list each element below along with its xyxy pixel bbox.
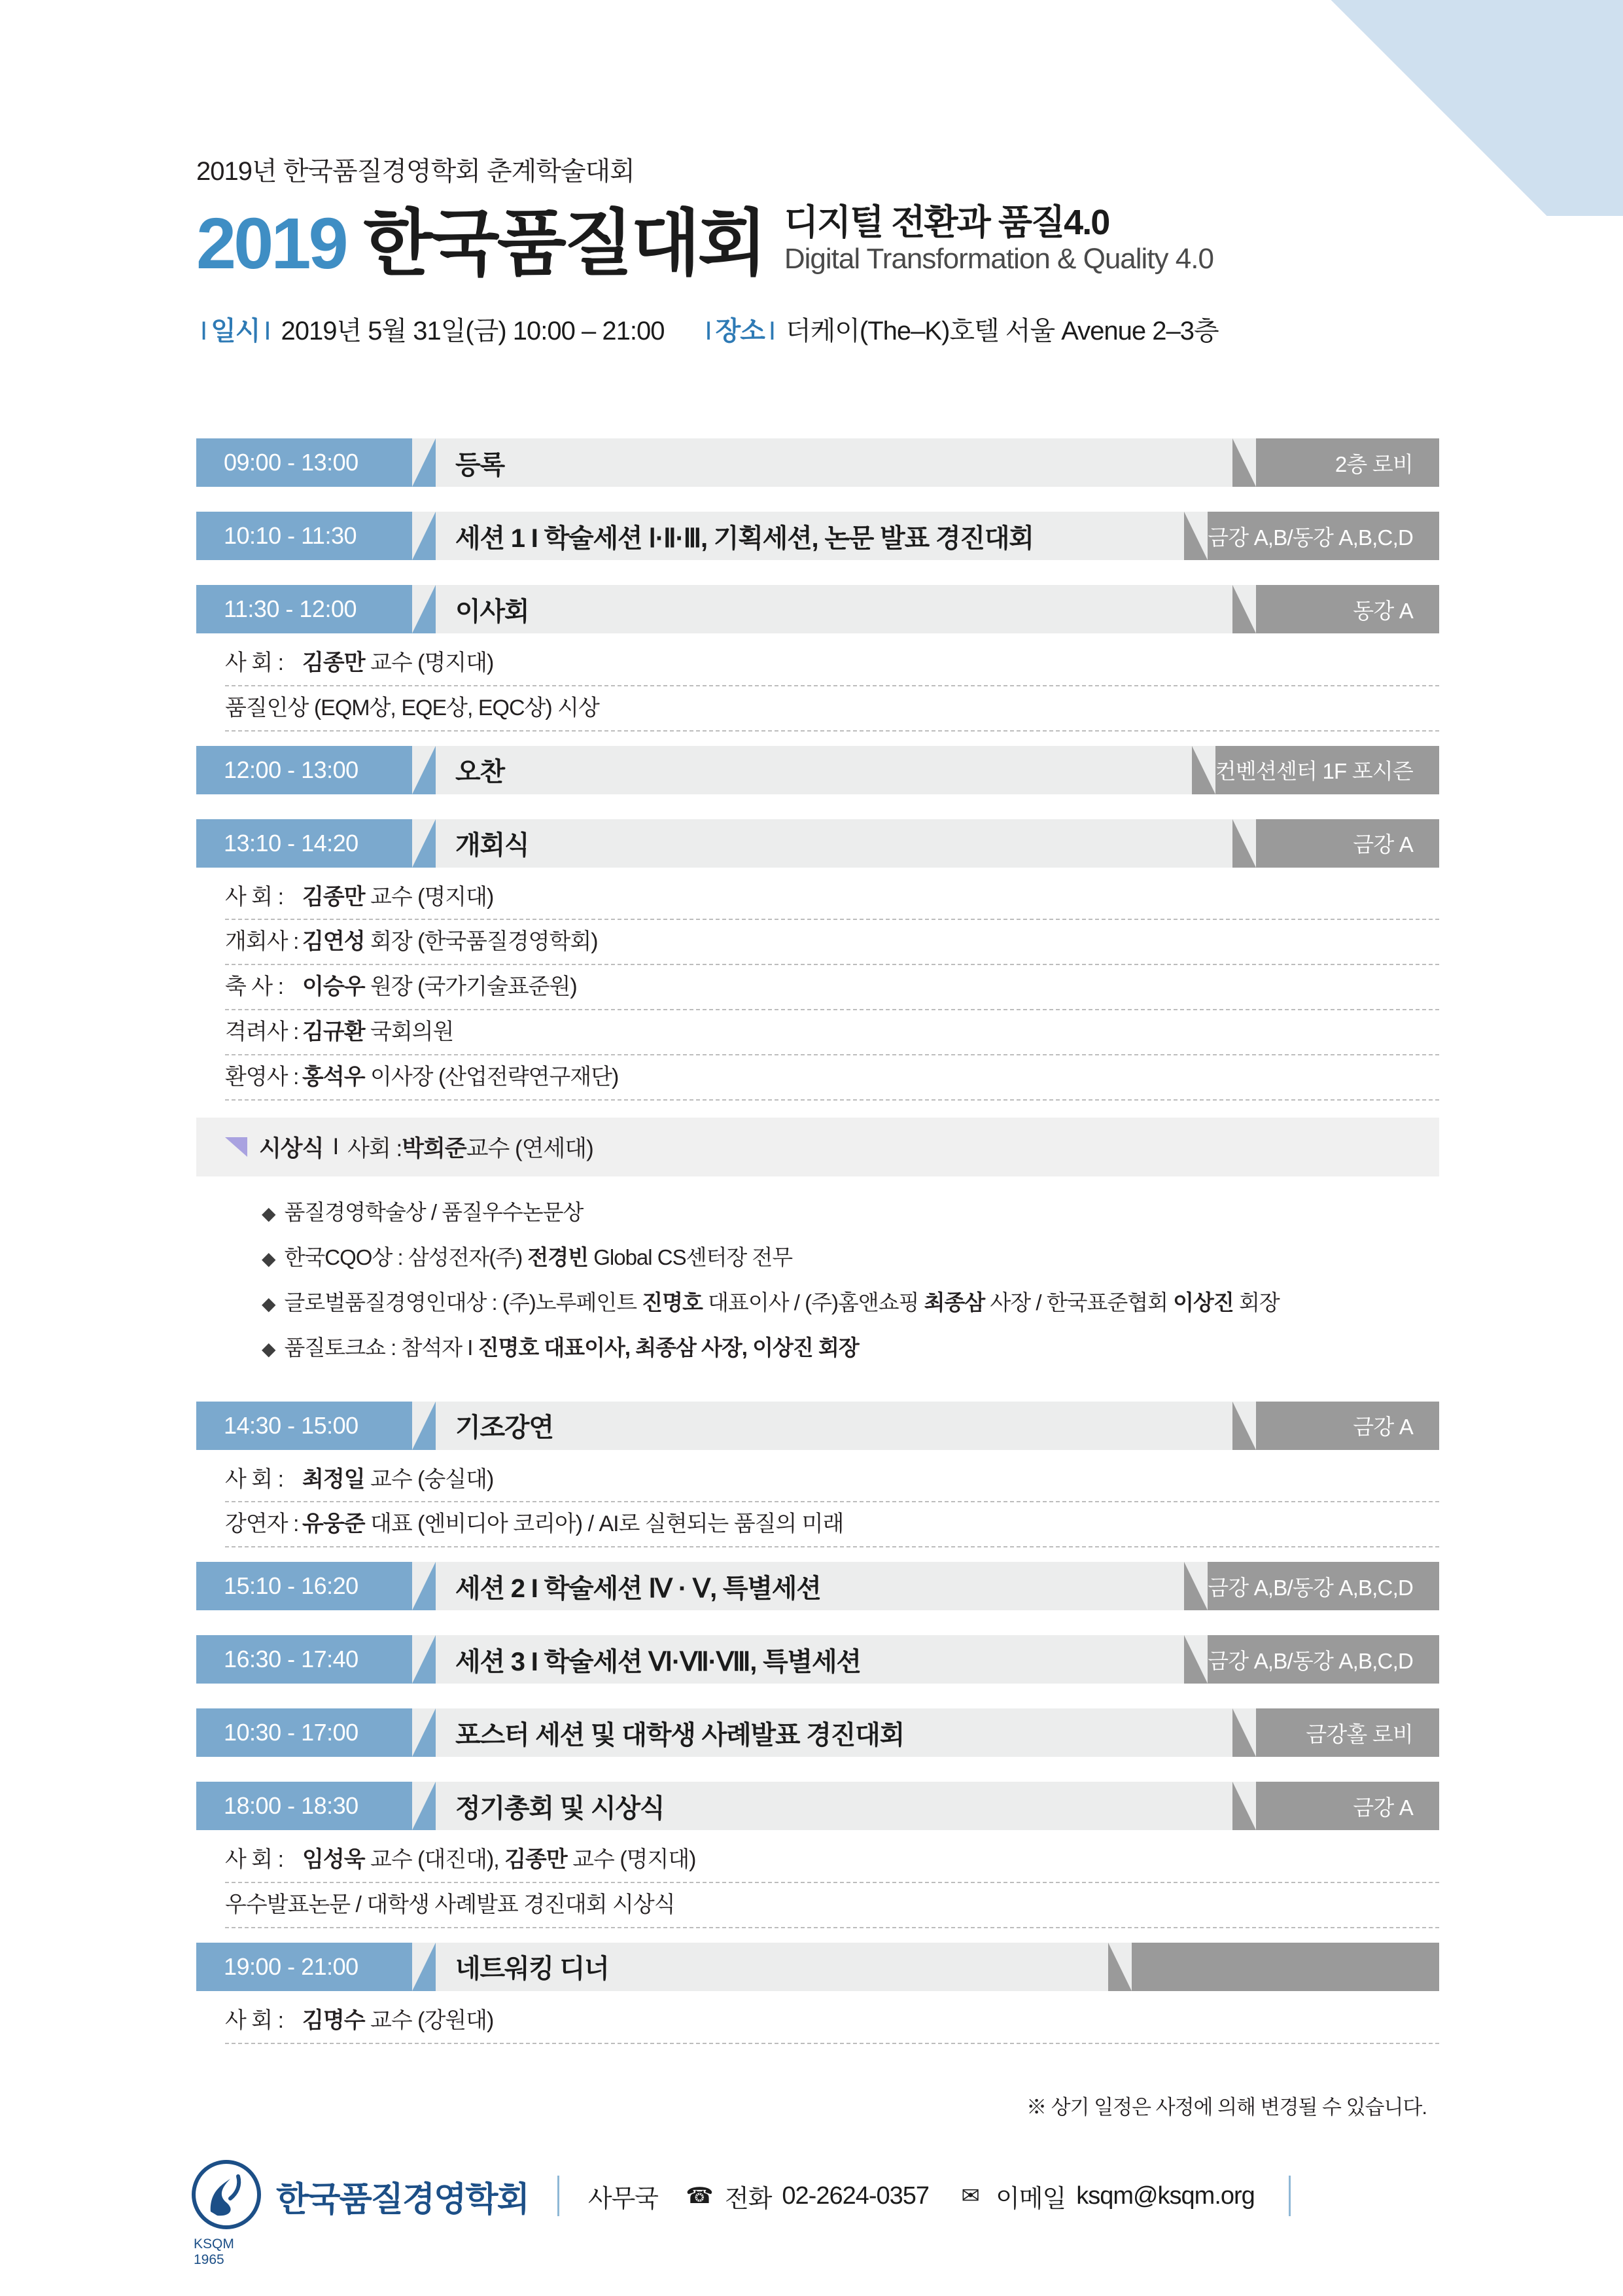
row-title: 오찬 [412,746,1215,794]
row-title: 정기총회 및 시상식 [412,1782,1256,1830]
date-value: 2019년 5월 31일(금) 10:00 – 21:00 [281,316,665,345]
detail-bold-2: 김종만 [504,1847,567,1873]
title-row [196,202,1439,284]
row-time: 13:10 - 14:20 [196,819,412,868]
detail-line [225,1458,1439,1503]
detail-bold: 최정일 [302,1466,365,1492]
award-post: 대표이사 / (주)홈앤쇼핑 [702,1290,924,1315]
schedule-row [196,1708,1439,1757]
schedule-row [196,746,1439,794]
date-label: 일시 [211,316,260,345]
award-head [196,1118,1439,1176]
schedule-row [196,1782,1439,1830]
detail-rest: 품질인상 (EQM상, EQE상, EQC상) 시상 [225,695,599,720]
award-bold: 전경빈 [527,1245,589,1269]
row-place: 금강 A [1256,819,1439,868]
detail-line [225,920,1439,965]
detail-bold: 이승우 [302,974,365,1000]
email-info [955,2178,1255,2214]
place-label: 장소 [715,316,765,345]
row-time: 12:00 - 13:00 [196,746,412,794]
row-time: 14:30 - 15:00 [196,1402,412,1450]
row-time: 19:00 - 21:00 [196,1943,412,1991]
detail-bold: 임성욱 [302,1847,365,1873]
award-post: Global CS센터장 전무 [588,1245,793,1269]
row-time: 18:00 - 18:30 [196,1782,412,1830]
detail-label: 사 회 : [225,2007,284,2033]
award-bold: 진명호 [642,1290,703,1315]
row-time: 16:30 - 17:40 [196,1635,412,1684]
row-place: 금강 A,B/동강 A,B,C,D [1208,1635,1439,1684]
row-place [1132,1943,1439,1991]
award-head-rest: 교수 (연세대) [466,1135,593,1161]
organization-name: 한국품질경영학회 [276,2180,529,2219]
detail-rest: 우수발표논문 / 대학생 사례발표 경진대회 시상식 [225,1892,675,1917]
row-time: 09:00 - 13:00 [196,438,412,487]
award-item [262,1324,1439,1369]
row-time: 10:10 - 11:30 [196,512,412,560]
event-meta [196,310,1439,347]
row-title: 세션 2 I 학술세션 Ⅳ · Ⅴ, 특별세션 [412,1562,1208,1610]
schedule-list [196,438,1439,2058]
diamond-bullet-icon: ◆ [262,1203,275,1224]
phone-label: 전화 [724,2185,772,2213]
row-title: 세션 1 I 학술세션 Ⅰ·Ⅱ·Ⅲ, 기획세션, 논문 발표 경진대회 [412,512,1208,560]
detail-rest: 교수 (강원대) [364,2007,494,2033]
title-name: 한국품질대회 [345,203,765,284]
detail-label: 사 회 : [225,1847,284,1873]
office-text: 사무국 [587,2185,658,2213]
schedule-row [196,1562,1439,1610]
schedule-row [196,512,1439,560]
row-title: 세션 3 I 학술세션 Ⅵ·Ⅶ·Ⅷ, 특별세션 [412,1635,1208,1684]
award-post-2: 사장 / 한국표준협회 [985,1290,1174,1315]
place-bar-right: I [768,316,775,345]
office-label [588,2178,658,2214]
flag-icon [225,1137,247,1157]
detail-rest-2: 교수 (명지대) [567,1847,696,1873]
detail-line [225,1999,1439,2044]
award-text: 글로벌품질경영인대상 : (주)노루페인트 [284,1290,642,1315]
award-head-mid: 사회 : [347,1135,402,1161]
subtitle-block [784,202,1213,280]
email-value[interactable]: ksqm@ksqm.org [1076,2181,1255,2210]
row-place: 2층 로비 [1256,438,1439,487]
schedule-row [196,585,1439,633]
schedule-row [196,1402,1439,1450]
detail-rest: 대표 (엔비디아 코리아) / AI로 실현되는 품질의 미래 [364,1511,844,1537]
footer-divider [557,2176,559,2216]
subtitle-en: Digital Transformation & Quality 4.0 [784,243,1213,275]
award-head-prefix: 시상식 [259,1135,324,1161]
email-label: 이메일 [996,2185,1066,2213]
award-item [262,1188,1439,1233]
schedule-row [196,819,1439,868]
place-bar-left: I [705,316,712,345]
detail-label: 개회사 : [225,929,299,955]
subtitle-ko: 디지털 전환과 품질4.0 [784,203,1109,242]
organization-logo [190,2159,529,2267]
detail-rest: 교수 (대진대), [364,1847,505,1873]
detail-line [225,1502,1439,1547]
row-title: 이사회 [412,585,1256,633]
row-title: 개회식 [412,819,1256,868]
detail-line [225,965,1439,1010]
row-details [196,1458,1439,1548]
row-time: 15:10 - 16:20 [196,1562,412,1610]
detail-bold: 홍석우 [302,1064,365,1089]
diamond-bullet-icon: ◆ [262,1248,275,1269]
detail-bold: 유웅준 [302,1511,365,1537]
footnote: ※ 상기 일정은 사정에 의해 변경될 수 있습니다. [1026,2096,1427,2119]
award-bold-2: 최종삼 [924,1290,985,1315]
row-place: 동강 A [1256,585,1439,633]
row-title: 포스터 세션 및 대학생 사례발표 경진대회 [412,1708,1256,1757]
award-bold-3: 이상진 [1173,1290,1234,1315]
award-text: 한국CQO상 : 삼성전자(주) [284,1245,528,1269]
page-title [196,203,765,284]
row-place: 금강 A [1256,1782,1439,1830]
detail-rest: 국회의원 [364,1019,454,1044]
footer-divider-right [1289,2176,1291,2216]
row-place: 금강 A [1256,1402,1439,1450]
detail-rest: 이사장 (산업전략연구재단) [364,1064,619,1089]
row-place: 컨벤션센터 1F 포시즌 [1215,746,1439,794]
row-spacer [196,1618,1439,1635]
row-title: 등록 [412,438,1256,487]
schedule-row [196,1635,1439,1684]
detail-line [225,1838,1439,1883]
phone-icon: ☎ [686,2183,713,2208]
diamond-bullet-icon: ◆ [262,1338,275,1359]
award-text: 품질경영학술상 / 품질우수논문상 [284,1199,584,1224]
award-head-bold: 박희준 [402,1135,466,1161]
award-post-3: 회장 [1233,1290,1280,1315]
detail-rest: 회장 (한국품질경영학회) [364,929,598,955]
row-details [196,875,1439,1101]
row-place: 금강 A,B/동강 A,B,C,D [1208,512,1439,560]
row-details [196,1999,1439,2044]
row-details [196,641,1439,732]
detail-label: 사 회 : [225,650,284,675]
award-text: 품질토크쇼 : 참석자 I [284,1335,478,1360]
row-place: 금강홀 로비 [1256,1708,1439,1757]
logo-subtext: KSQM 1965 [194,2236,234,2267]
detail-line [225,686,1439,732]
row-spacer [196,1765,1439,1782]
poster-header [196,150,1439,347]
detail-line [225,875,1439,921]
row-time: 10:30 - 17:00 [196,1708,412,1757]
award-head-bar: I [332,1133,339,1159]
detail-rest: 교수 (숭실대) [364,1466,494,1492]
award-ceremony-block [196,1118,1439,1385]
detail-line [225,1883,1439,1928]
award-item [262,1233,1439,1279]
detail-label: 환영사 : [225,1064,299,1089]
row-spacer [196,802,1439,819]
detail-bold: 김종만 [302,650,365,675]
detail-line [225,1055,1439,1101]
row-place: 금강 A,B/동강 A,B,C,D [1208,1562,1439,1610]
row-title: 네트워킹 디너 [412,1943,1132,1991]
detail-rest: 원장 (국가기술표준원) [364,974,577,1000]
row-spacer [196,1691,1439,1708]
detail-label: 사 회 : [225,884,284,910]
row-time: 11:30 - 12:00 [196,585,412,633]
footer [190,2159,1439,2267]
detail-bold: 김종만 [302,884,365,910]
detail-bold: 김연성 [302,929,365,955]
detail-label: 사 회 : [225,1466,284,1492]
detail-bold: 김규환 [302,1019,365,1044]
row-title: 기조강연 [412,1402,1256,1450]
row-spacer [196,495,1439,512]
diamond-bullet-icon: ◆ [262,1293,275,1314]
schedule-row [196,1943,1439,1991]
row-details [196,1838,1439,1928]
award-list [196,1176,1439,1385]
title-year: 2019 [196,203,346,284]
mail-icon: ✉ [961,2183,979,2208]
detail-line [225,641,1439,686]
ksqm-logo-icon [190,2159,263,2267]
meta-bar-right: I [264,316,271,345]
detail-bold: 김명수 [302,2007,365,2033]
detail-label: 강연자 : [225,1511,299,1537]
award-item [262,1279,1439,1324]
detail-label: 격려사 : [225,1019,299,1044]
detail-rest: 교수 (명지대) [364,650,494,675]
row-spacer [196,568,1439,585]
place-value: 더케이(The–K)호텔 서울 Avenue 2–3층 [786,316,1219,345]
meta-bar-left: I [200,316,207,345]
phone-value[interactable]: 02-2624-0357 [782,2181,930,2210]
phone-info [684,2178,929,2214]
schedule-row [196,438,1439,487]
award-bold: 진명호 대표이사, 최종삼 사장, 이상진 회장 [478,1335,859,1360]
pre-title: 2019년 한국품질경영학회 춘계학술대회 [196,157,635,186]
detail-label: 축 사 : [225,974,284,1000]
detail-line [225,1010,1439,1055]
detail-rest: 교수 (명지대) [364,884,494,910]
